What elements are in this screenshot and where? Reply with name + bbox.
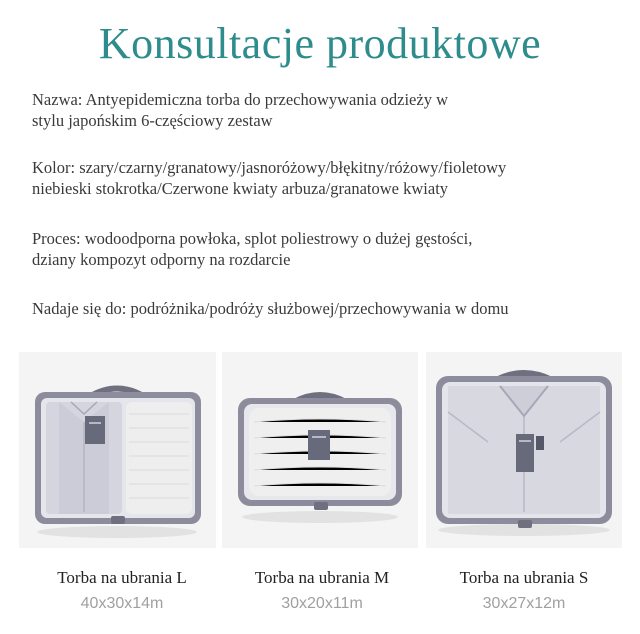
product-caption-large: Torba na ubrania L bbox=[57, 568, 187, 587]
product-color-line-2: niebieski stokrotka/Czerwone kwiaty arbuza/granatowe kwiaty bbox=[32, 179, 449, 198]
product-name-line-1: Nazwa: Antyepidemiczna torba do przechowywania odzieży w bbox=[32, 90, 448, 109]
product-caption-medium: Torba na ubrania M bbox=[254, 568, 390, 587]
product-photo-small-bag bbox=[426, 352, 622, 548]
product-size-medium: 30x20x11m bbox=[281, 595, 363, 612]
product-size-small: 30x27x12m bbox=[482, 595, 566, 612]
product-use-line-1: Nadaje się do: podróżnika/podróży służbowej/przechowywania w domu bbox=[32, 299, 509, 318]
product-process-info bbox=[32, 228, 622, 270]
product-name-line-2: stylu japońskim 6-częściowy zestaw bbox=[32, 111, 273, 130]
product-photo-medium-bag bbox=[222, 352, 418, 548]
product-process-line-1: Proces: wodoodporna powłoka, splot poliestrowy o dużej gęstości, bbox=[32, 229, 473, 248]
product-photo-large-bag bbox=[19, 352, 216, 548]
product-color-info bbox=[32, 157, 622, 199]
product-size-large: 40x30x14m bbox=[80, 595, 164, 612]
product-caption-small: Torba na ubrania S bbox=[459, 568, 589, 587]
product-color-line-1: Kolor: szary/czarny/granatowy/jasnoróżowy/błękitny/różowy/fioletowy bbox=[32, 158, 507, 177]
product-process-line-2: dziany kompozyt odporny na rozdarcie bbox=[32, 250, 291, 269]
product-use-info bbox=[32, 298, 622, 319]
product-name-info bbox=[32, 89, 622, 131]
page-title: Konsultacje produktowe bbox=[98, 19, 542, 68]
